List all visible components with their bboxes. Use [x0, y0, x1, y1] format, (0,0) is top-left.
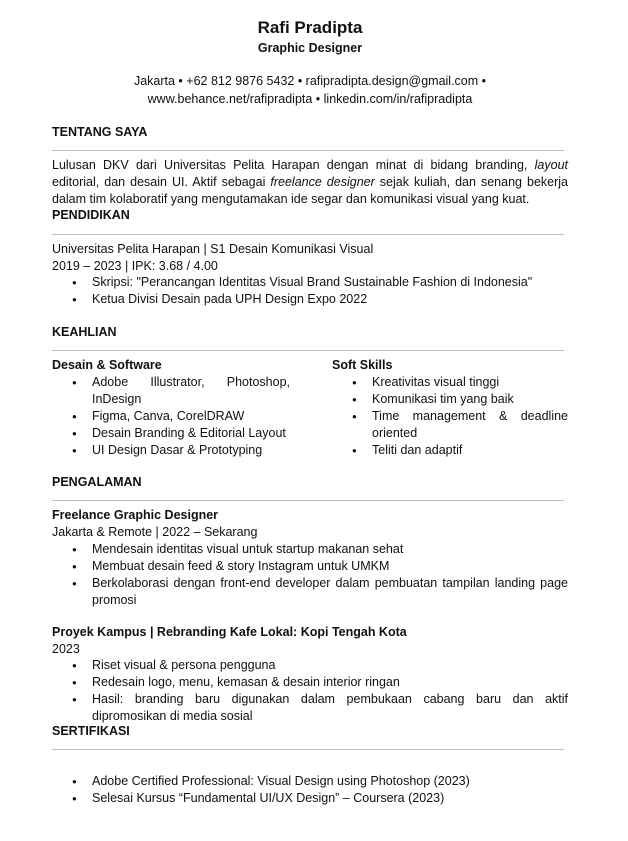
skills-right-heading: Soft Skills	[332, 358, 393, 372]
skills-right-list	[332, 374, 568, 459]
skills-section-title: KEAHLIAN	[52, 325, 117, 339]
list-item: ● Mendesain identitas visual untuk startup makanan sehat	[52, 541, 568, 558]
list-item: ● Riset visual & persona pengguna	[52, 657, 568, 674]
education-section-title: PENDIDIKAN	[52, 208, 130, 222]
list-item: ● Redesain logo, menu, kemasan & desain interior ringan	[52, 674, 568, 691]
experience-divider	[52, 500, 564, 501]
list-item: ● Time management & deadline oriented	[332, 408, 568, 442]
list-item: ● Hasil: branding baru digunakan dalam pembukaan cabang baru dan aktif dipromosikan di media sosial	[52, 691, 568, 725]
list-item: ● Selesai Kursus “Fundamental UI/UX Design” – Coursera (2023)	[52, 790, 568, 807]
list-item: ● Adobe Illustrator, Photoshop, InDesign	[52, 374, 290, 408]
list-item: ● Komunikasi tim yang baik	[332, 391, 568, 408]
education-school: Universitas Pelita Harapan | S1 Desain Komunikasi Visual	[52, 242, 374, 256]
about-divider	[52, 150, 564, 151]
education-period: 2019 – 2023 | IPK: 3.68 / 4.00	[52, 259, 218, 273]
list-item: ● Teliti dan adaptif	[332, 442, 568, 459]
list-item: ● Ketua Divisi Desain pada UPH Design Expo 2022	[52, 291, 568, 308]
about-section-title: TENTANG SAYA	[52, 125, 148, 139]
education-divider	[52, 234, 564, 235]
list-item: ● Desain Branding & Editorial Layout	[52, 425, 290, 442]
job-1-list	[52, 541, 568, 609]
skills-left-column	[52, 357, 290, 459]
list-item: ● Figma, Canva, CorelDRAW	[52, 408, 290, 425]
candidate-role: Graphic Designer	[257, 41, 363, 55]
list-item: ● Kreativitas visual tinggi	[332, 374, 568, 391]
about-text: Lulusan DKV dari Universitas Pelita Harapan dengan minat di bidang branding, layout editorial, dan desain UI. Aktif sebagai freelance designer sejak kuliah, dan senang bekerja dalam tim kolaboratif yang mengutamakan ide segar dan komunikasi visual yang kuat.	[52, 158, 568, 206]
skills-right-column	[332, 357, 568, 459]
list-item: ● Membuat desain feed & story Instagram untuk UMKM	[52, 558, 568, 575]
job-2-role: Proyek Kampus | Rebranding Kafe Lokal: Kopi Tengah Kota	[52, 625, 407, 639]
job-2-list	[52, 657, 568, 725]
skills-divider	[52, 350, 564, 351]
list-item: ● UI Design Dasar & Prototyping	[52, 442, 290, 459]
contact-line-1: Jakarta • +62 812 9876 5432 • rafipradipta.design@gmail.com •	[133, 74, 487, 88]
list-item: ● Berkolaborasi dengan front-end developer dalam pembuatan tampilan landing page promosi	[52, 575, 568, 609]
certifications-section-title: SERTIFIKASI	[52, 724, 130, 738]
job-1-meta: Jakarta & Remote | 2022 – Sekarang	[52, 525, 258, 539]
job-1-role: Freelance Graphic Designer	[52, 508, 219, 522]
skills-left-list	[52, 374, 290, 459]
list-item: ● Adobe Certified Professional: Visual Design using Photoshop (2023)	[52, 773, 568, 790]
certifications-divider	[52, 749, 564, 750]
list-item: ● Skripsi: "Perancangan Identitas Visual Brand Sustainable Fashion di Indonesia"	[52, 274, 568, 291]
education-list	[52, 274, 568, 308]
experience-section-title: PENGALAMAN	[52, 475, 142, 489]
contact-line-2: www.behance.net/rafipradipta • linkedin.com/in/rafipradipta	[147, 92, 473, 106]
job-2-meta: 2023	[52, 642, 80, 656]
candidate-name: Rafi Pradipta	[257, 18, 363, 37]
certifications-list	[52, 773, 568, 807]
skills-left-heading: Desain & Software	[52, 358, 162, 372]
